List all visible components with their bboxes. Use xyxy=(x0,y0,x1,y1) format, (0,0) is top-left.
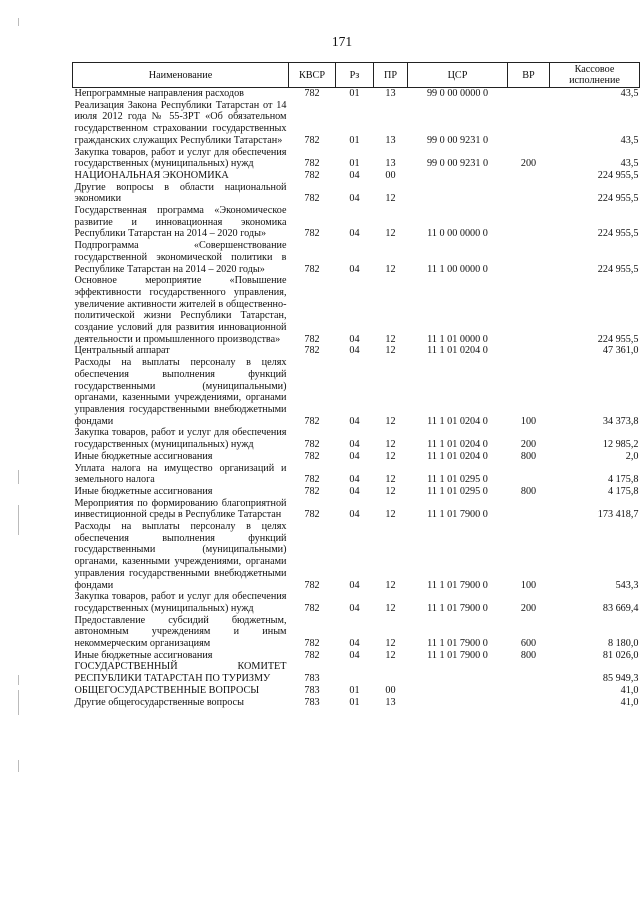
cell-pr: 13 xyxy=(385,158,396,170)
cell-csr: 11 1 01 0295 0 xyxy=(427,485,488,497)
cell-csr: 11 1 01 7900 0 xyxy=(427,602,488,614)
cell-rz: 04 xyxy=(349,450,360,462)
table-row xyxy=(73,147,640,170)
cell-vr xyxy=(508,182,550,205)
cell-kvsr: 782 xyxy=(304,333,320,345)
cell-name: Расходы на выплаты персоналу в целях обеспечения выполнения функций государственными (муниципальными) органами, казенными учреждениями, органами управления государственными внебюджетными фондами xyxy=(74,357,287,427)
cell-kvsr: 782 xyxy=(304,474,320,486)
cell-vr: 800 xyxy=(520,450,537,462)
cell-kvsr: 782 xyxy=(304,649,320,661)
cell-vr xyxy=(508,170,550,182)
cell-sum: 34 373,8 xyxy=(602,415,639,427)
cell-pr: 12 xyxy=(385,228,396,240)
cell-name: Государственная программа «Экономическое развитие и инновационная экономика Республики Татарстан на 2014 – 2020 годы» xyxy=(74,205,287,240)
cell-rz: 04 xyxy=(349,439,360,451)
header-vr: ВР xyxy=(508,63,550,88)
cell-rz: 04 xyxy=(349,485,360,497)
table-row xyxy=(73,685,640,697)
cell-sum: 41,0 xyxy=(620,696,639,708)
cell-csr: 99 0 00 0000 0 xyxy=(426,88,489,99)
cell-rz: 01 xyxy=(349,134,360,146)
cell-csr xyxy=(408,170,508,182)
cell-name: Иные бюджетные ассигнования xyxy=(74,450,213,462)
cell-rz xyxy=(336,661,374,684)
cell-rz: 04 xyxy=(349,345,360,357)
cell-sum: 47 361,0 xyxy=(602,345,639,357)
budget-table xyxy=(72,62,640,708)
cell-sum: 2,0 xyxy=(625,450,639,462)
cell-sum: 43,5 xyxy=(620,88,639,99)
cell-pr: 00 xyxy=(385,684,396,696)
table-row xyxy=(73,521,640,591)
cell-kvsr: 782 xyxy=(304,263,320,275)
cell-pr: 12 xyxy=(385,439,396,451)
cell-csr: 11 1 01 7900 0 xyxy=(427,579,488,591)
table-row xyxy=(73,88,640,100)
cell-csr: 11 1 01 7900 0 xyxy=(427,649,488,661)
cell-kvsr: 782 xyxy=(304,638,320,650)
cell-kvsr: 782 xyxy=(304,193,320,205)
cell-sum: 543,3 xyxy=(615,579,639,591)
cell-kvsr: 782 xyxy=(304,345,320,357)
cell-sum: 173 418,7 xyxy=(597,509,639,521)
cell-pr: 12 xyxy=(385,638,396,650)
cell-rz: 04 xyxy=(349,333,360,345)
table-row xyxy=(73,486,640,498)
cell-rz: 04 xyxy=(349,415,360,427)
table-row xyxy=(73,498,640,521)
cell-sum: 224 955,5 xyxy=(597,263,639,275)
cell-csr xyxy=(408,697,508,709)
table-row xyxy=(73,650,640,662)
cell-vr xyxy=(508,345,550,357)
cell-name: Иные бюджетные ассигнования xyxy=(74,485,213,497)
cell-rz: 04 xyxy=(349,602,360,614)
cell-vr xyxy=(508,240,550,275)
cell-name: Закупка товаров, работ и услуг для обеспечения государственных (муниципальных) нужд xyxy=(74,591,287,614)
cell-kvsr: 782 xyxy=(304,509,320,521)
cell-csr: 11 1 01 7900 0 xyxy=(427,509,488,521)
cell-vr xyxy=(508,661,550,684)
cell-vr xyxy=(508,275,550,345)
cell-csr: 11 1 01 0204 0 xyxy=(427,345,488,357)
cell-csr xyxy=(408,685,508,697)
cell-vr: 800 xyxy=(520,649,537,661)
cell-sum: 85 949,3 xyxy=(602,673,639,685)
cell-sum: 224 955,5 xyxy=(597,228,639,240)
table-row xyxy=(73,463,640,486)
cell-rz: 04 xyxy=(349,193,360,205)
cell-rz: 04 xyxy=(349,169,360,181)
cell-rz: 01 xyxy=(349,88,360,99)
cell-rz: 04 xyxy=(349,509,360,521)
cell-kvsr: 782 xyxy=(304,228,320,240)
cell-kvsr: 782 xyxy=(304,439,320,451)
cell-vr xyxy=(508,697,550,709)
cell-name: Реализация Закона Республики Татарстан от 14 июля 2012 года № 55-ЗРТ «Об обязательном государственном страховании государственных гражданских служащих Республики Татарстан» xyxy=(74,99,287,146)
cell-sum: 43,5 xyxy=(620,158,639,170)
cell-kvsr: 782 xyxy=(304,602,320,614)
header-csr: ЦСР xyxy=(408,63,508,88)
cell-name: Другие вопросы в области национальной экономики xyxy=(74,181,287,205)
cell-vr: 200 xyxy=(520,158,537,170)
cell-sum: 41,0 xyxy=(620,684,639,696)
cell-sum: 83 669,4 xyxy=(602,602,639,614)
cell-name: Иные бюджетные ассигнования xyxy=(74,649,213,661)
cell-pr: 12 xyxy=(385,485,396,497)
table-row xyxy=(73,357,640,427)
cell-name: ГОСУДАРСТВЕННЫЙ КОМИТЕТ РЕСПУБЛИКИ ТАТАРСТАН ПО ТУРИЗМУ xyxy=(74,661,287,685)
cell-vr: 200 xyxy=(520,439,537,451)
cell-pr: 12 xyxy=(385,509,396,521)
cell-pr: 12 xyxy=(385,450,396,462)
cell-kvsr: 783 xyxy=(304,696,320,708)
cell-rz: 04 xyxy=(349,638,360,650)
cell-vr xyxy=(508,685,550,697)
cell-vr xyxy=(508,205,550,240)
cell-name: Закупка товаров, работ и услуг для обеспечения государственных (муниципальных) нужд xyxy=(74,146,287,170)
cell-pr: 12 xyxy=(385,649,396,661)
table-row xyxy=(73,427,640,450)
cell-pr: 12 xyxy=(385,474,396,486)
cell-pr: 12 xyxy=(385,415,396,427)
cell-csr xyxy=(408,182,508,205)
cell-pr: 13 xyxy=(385,696,396,708)
table-row xyxy=(73,661,640,684)
cell-sum: 8 180,0 xyxy=(607,638,639,650)
cell-sum: 4 175,8 xyxy=(607,474,639,486)
cell-csr: 11 1 01 0204 0 xyxy=(427,439,488,451)
cell-name: Центральный аппарат xyxy=(74,345,170,357)
cell-csr: 11 1 01 0000 0 xyxy=(427,333,488,345)
cell-pr: 00 xyxy=(385,169,396,181)
cell-name: Подпрограмма «Совершенствование государственной экономической политики в Республике Татарстан на 2014 – 2020 годы» xyxy=(74,240,287,275)
cell-name: Другие общегосударственные вопросы xyxy=(74,696,244,708)
cell-sum: 12 985,2 xyxy=(602,439,639,451)
cell-csr: 11 0 00 0000 0 xyxy=(427,228,488,240)
cell-vr: 600 xyxy=(520,638,537,650)
cell-csr xyxy=(408,661,508,684)
cell-pr xyxy=(374,661,408,684)
table-row xyxy=(73,100,640,147)
cell-name: Предоставление субсидий бюджетным, автономным учреждениям и иным некоммерческим организациям xyxy=(74,614,287,650)
cell-rz: 04 xyxy=(349,579,360,591)
cell-kvsr: 782 xyxy=(304,134,320,146)
table-row xyxy=(73,451,640,463)
cell-vr: 100 xyxy=(520,415,537,427)
table-row xyxy=(73,591,640,614)
header-rz: Рз xyxy=(336,63,374,88)
cell-kvsr: 782 xyxy=(304,485,320,497)
table-row xyxy=(73,240,640,275)
cell-pr: 12 xyxy=(385,579,396,591)
table-header-row xyxy=(73,63,640,88)
cell-sum: 4 175,8 xyxy=(607,485,639,497)
cell-name: Расходы на выплаты персоналу в целях обеспечения выполнения функций государственными (муниципальными) органами, казенными учреждениями, органами управления государственными внебюджетными фондами xyxy=(74,521,287,591)
cell-vr: 800 xyxy=(520,485,537,497)
cell-csr: 11 1 01 0295 0 xyxy=(427,474,488,486)
cell-rz: 04 xyxy=(349,649,360,661)
cell-vr xyxy=(508,463,550,486)
cell-name: Закупка товаров, работ и услуг для обеспечения государственных (муниципальных) нужд xyxy=(74,427,287,451)
cell-rz: 01 xyxy=(349,684,360,696)
cell-kvsr: 783 xyxy=(304,673,320,685)
cell-pr: 13 xyxy=(385,134,396,146)
cell-name: ОБЩЕГОСУДАРСТВЕННЫЕ ВОПРОСЫ xyxy=(74,684,260,696)
cell-csr: 11 1 00 0000 0 xyxy=(427,263,488,275)
cell-sum: 224 955,5 xyxy=(597,169,639,181)
cell-csr: 99 0 00 9231 0 xyxy=(426,158,489,170)
scan-margin-marks xyxy=(18,0,20,905)
cell-vr xyxy=(508,88,550,100)
cell-pr: 12 xyxy=(385,193,396,205)
cell-name: Мероприятия по формированию благоприятной инвестиционной среды в Республике Татарстан xyxy=(74,497,287,521)
cell-vr: 200 xyxy=(520,602,537,614)
page-number: 171 xyxy=(331,34,353,49)
table-row xyxy=(73,615,640,650)
cell-rz: 04 xyxy=(349,228,360,240)
header-sum: Кассовое исполнение xyxy=(550,63,640,88)
cell-kvsr: 782 xyxy=(304,415,320,427)
cell-csr: 11 1 01 0204 0 xyxy=(427,450,488,462)
cell-rz: 04 xyxy=(349,474,360,486)
header-pr: ПР xyxy=(374,63,408,88)
table-row xyxy=(73,170,640,182)
cell-pr: 13 xyxy=(385,88,396,99)
cell-kvsr: 782 xyxy=(304,169,320,181)
cell-pr: 12 xyxy=(385,333,396,345)
table-row xyxy=(73,697,640,709)
header-kvsr: КВСР xyxy=(289,63,336,88)
cell-name: НАЦИОНАЛЬНАЯ ЭКОНОМИКА xyxy=(74,169,229,181)
cell-rz: 01 xyxy=(349,158,360,170)
cell-rz: 04 xyxy=(349,263,360,275)
cell-rz: 01 xyxy=(349,696,360,708)
cell-sum: 224 955,5 xyxy=(597,333,639,345)
cell-kvsr: 782 xyxy=(304,579,320,591)
cell-csr: 99 0 00 9231 0 xyxy=(426,134,489,146)
cell-name: Уплата налога на имущество организаций и земельного налога xyxy=(74,462,287,486)
cell-sum: 43,5 xyxy=(620,134,639,146)
table-row xyxy=(73,182,640,205)
cell-kvsr: 782 xyxy=(304,450,320,462)
header-name: Наименование xyxy=(73,63,289,88)
cell-vr xyxy=(508,100,550,147)
cell-sum: 224 955,5 xyxy=(597,193,639,205)
cell-pr: 12 xyxy=(385,345,396,357)
cell-vr xyxy=(508,498,550,521)
cell-csr: 11 1 01 7900 0 xyxy=(427,638,488,650)
table-body xyxy=(73,88,640,709)
cell-sum: 81 026,0 xyxy=(602,649,639,661)
cell-name: Непрограммные направления расходов xyxy=(74,88,244,99)
cell-vr: 100 xyxy=(520,579,537,591)
cell-csr: 11 1 01 0204 0 xyxy=(427,415,488,427)
cell-pr: 12 xyxy=(385,263,396,275)
cell-name: Основное мероприятие «Повышение эффективности государственного управления, увеличение активности жителей в общественно-политической жизни Республики Татарстан, создание условий для развития инновационной деятельности и промышленного производства» xyxy=(74,275,287,345)
cell-pr: 12 xyxy=(385,602,396,614)
cell-kvsr: 782 xyxy=(304,158,320,170)
table-row xyxy=(73,205,640,240)
table-row xyxy=(73,275,640,345)
table-row xyxy=(73,345,640,357)
cell-kvsr: 782 xyxy=(304,88,320,99)
cell-kvsr: 783 xyxy=(304,684,320,696)
